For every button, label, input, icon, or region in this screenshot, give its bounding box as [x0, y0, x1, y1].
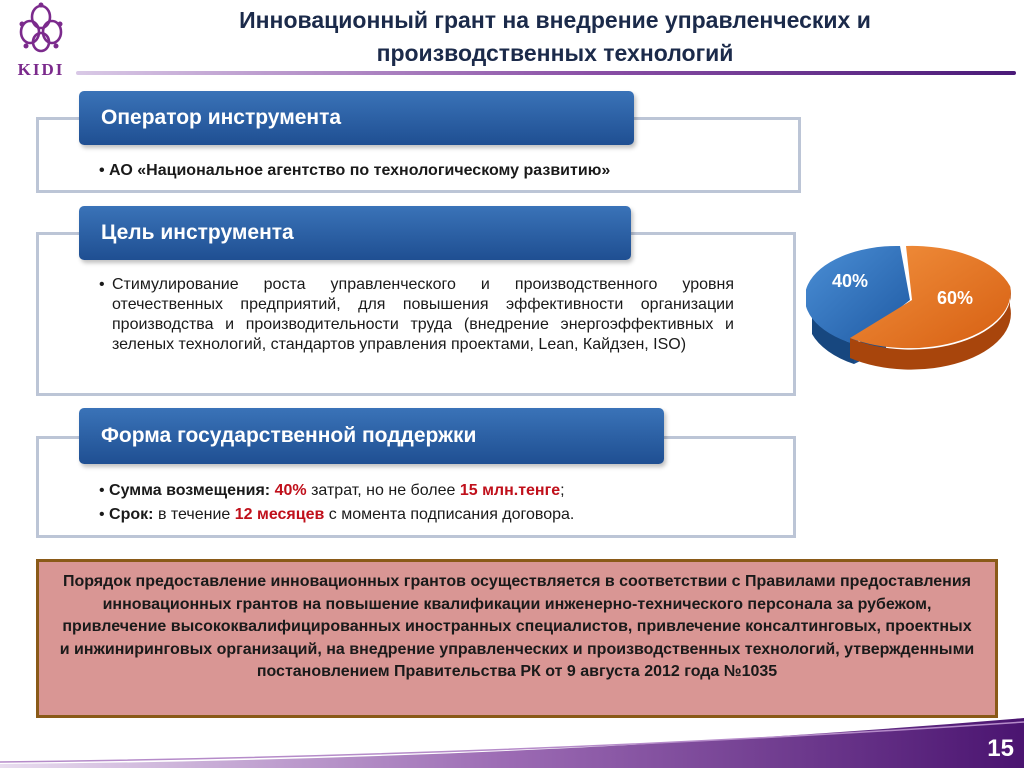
goal-bullet-text: Стимулирование роста управленческого и производственного уровня отечественных предприятий, для повышения эффективности организации производства и производительности труда (внедрение энергоэффективных и зеленых технологий, стандартов управления проектами, Lean, Кайдзен, ISO)	[112, 276, 734, 353]
pie-chart	[806, 240, 1016, 380]
support-term-value: 12 месяцев	[234, 506, 325, 523]
support-term-marker: •	[99, 506, 110, 523]
operator-bullet	[99, 161, 789, 181]
support-header	[79, 408, 664, 464]
support-sum-middle: затрат, но не более	[311, 482, 456, 499]
pie-label-60: 60%	[937, 288, 974, 308]
support-header-label: Форма государственной поддержки	[101, 424, 477, 447]
operator-bullet-marker: •	[99, 162, 110, 179]
kidi-logo-icon	[18, 2, 64, 58]
footer-swoosh	[0, 718, 1024, 768]
page-title	[90, 4, 1020, 70]
page-title-line-2: производственных технологий	[376, 40, 734, 66]
pie-label-40: 40%	[832, 271, 869, 291]
page-title-line-1: Инновационный грант на внедрение управленческих и	[239, 7, 871, 33]
support-term-line	[99, 505, 779, 525]
goal-bullet	[99, 275, 734, 355]
goal-header	[79, 206, 631, 260]
operator-header-label: Оператор инструмента	[101, 106, 342, 129]
support-sum-label: Сумма возмещения:	[109, 482, 271, 499]
support-sum-end: ;	[560, 482, 565, 499]
kidi-logo-text: KIDI	[17, 60, 65, 79]
goal-bullet-marker: •	[99, 276, 105, 293]
support-term-suffix: с момента подписания договора.	[328, 506, 575, 523]
page-number: 15	[987, 735, 1014, 762]
support-sum-cap: 15 млн.тенге	[459, 482, 561, 499]
operator-bullet-text: АО «Национальное агентство по технологическому развитию»	[109, 162, 611, 179]
support-term-label: Срок:	[109, 506, 154, 523]
support-sum-marker: •	[99, 482, 110, 499]
support-term-prefix: в течение	[157, 506, 231, 523]
support-sum-value: 40%	[274, 482, 307, 499]
support-sum-line	[99, 481, 779, 501]
kidi-logo	[4, 2, 78, 80]
notice-text: Порядок предоставление инновационных грантов осуществляется в соответствии с Правилами предоставления инновационных грантов на повышение квалификации инженерно-технического персонала за рубежом, привлечение высококвалифицированных иностранных специалистов, привлечение консалтинговых, проектных и инжиниринговых организаций, на внедрение управленческих и производственных технологий, утвержденными постановлением Правительства РК от 9 августа 2012 года №1035	[59, 573, 975, 680]
goal-header-label: Цель инструмента	[101, 221, 294, 244]
operator-header	[79, 91, 634, 145]
title-divider	[76, 71, 1016, 75]
notice-box	[36, 559, 998, 718]
pie-chart-svg	[806, 240, 1016, 380]
